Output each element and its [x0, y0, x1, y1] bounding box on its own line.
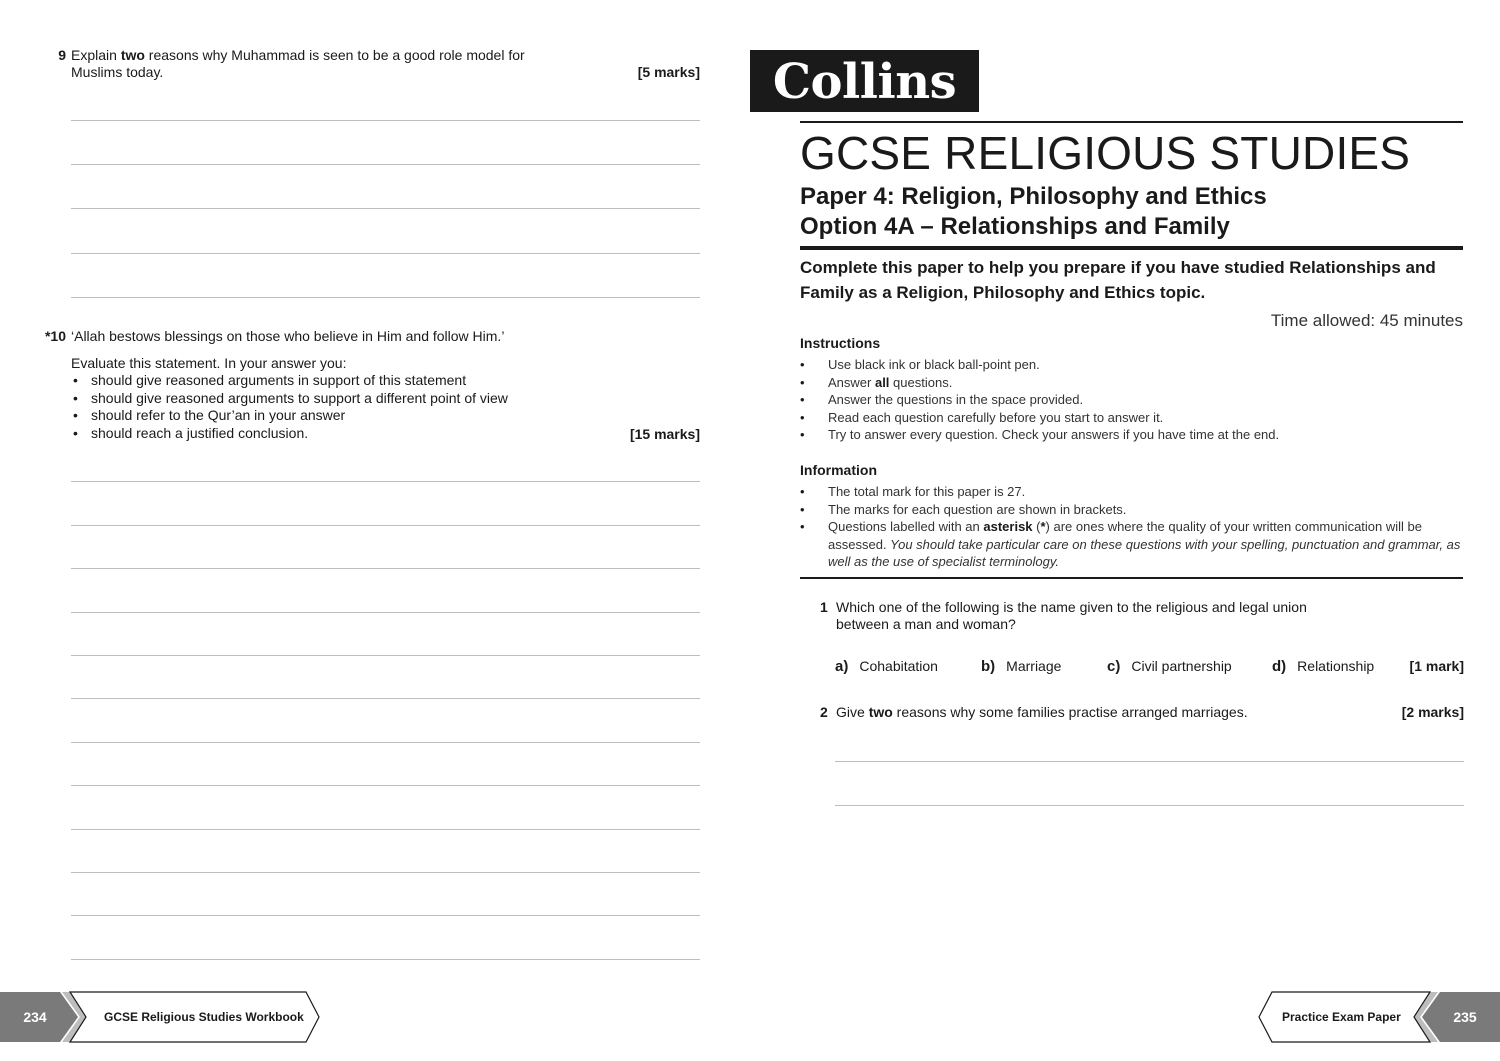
- question-9: [40, 47, 700, 81]
- question-number: 9: [58, 47, 66, 63]
- answer-line: [71, 120, 700, 121]
- answer-line: [71, 872, 700, 873]
- page-title: GCSE RELIGIOUS STUDIES: [800, 127, 1411, 179]
- marks-label: [5 marks]: [637, 64, 700, 80]
- answer-line: [71, 481, 700, 482]
- option-subtitle: Option 4A – Relationships and Family: [800, 213, 1230, 240]
- requirement-list: [71, 372, 700, 442]
- question-2: [820, 704, 1464, 721]
- answer-line: [835, 761, 1464, 762]
- question-number: *10: [44, 328, 66, 344]
- answer-line: [71, 915, 700, 916]
- answer-line: [71, 525, 700, 526]
- information-heading: Information: [800, 462, 877, 478]
- right-page: [750, 0, 1500, 1061]
- divider: [800, 577, 1463, 579]
- list-item: • Read each question carefully before you start to answer it.: [800, 409, 1463, 427]
- answer-line: [71, 655, 700, 656]
- list-item: • should give reasoned arguments in support of this statement: [71, 372, 700, 390]
- divider: [800, 246, 1463, 250]
- list-item: • The marks for each question are shown in brackets.: [800, 501, 1463, 519]
- intro-text: Complete this paper to help you prepare if you have studied Relationships and Family as a Religion, Philosophy and Ethics topic.: [800, 258, 1436, 302]
- list-item: • should reach a justified conclusion.: [71, 425, 700, 443]
- marks-label: [15 marks]: [629, 426, 700, 442]
- list-item: • should refer to the Qur’an in your answer: [71, 407, 700, 425]
- question-instruction: Evaluate this statement. In your answer you:: [71, 354, 347, 371]
- option-b[interactable]: b) Marriage: [981, 658, 1062, 675]
- question-1: [820, 599, 1464, 633]
- answer-line: [835, 805, 1464, 806]
- list-item: • Try to answer every question. Check your answers if you have time at the end.: [800, 426, 1463, 444]
- information-list: [800, 483, 1463, 571]
- paper-subtitle: Paper 4: Religion, Philosophy and Ethics: [800, 183, 1267, 210]
- question-text: Give two reasons why some families practise arranged marriages.: [836, 704, 1248, 720]
- question-text: Which one of the following is the name given to the religious and legal union between a man and woman?: [836, 599, 1307, 632]
- option-d[interactable]: d) Relationship: [1272, 658, 1375, 675]
- marks-label: [1 mark]: [1409, 658, 1464, 674]
- answer-line: [71, 164, 700, 165]
- answer-line: [71, 208, 700, 209]
- answer-line: [71, 568, 700, 569]
- answer-line: [71, 253, 700, 254]
- list-item: • The total mark for this paper is 27.: [800, 483, 1463, 501]
- page-number: 235: [1453, 1009, 1477, 1025]
- divider: [800, 121, 1463, 123]
- option-c[interactable]: c) Civil partnership: [1107, 658, 1232, 675]
- option-a[interactable]: a) Cohabitation: [835, 658, 938, 675]
- question-text: Explain two reasons why Muhammad is seen to be a good role model for Muslims today.: [71, 47, 525, 80]
- list-item: • Use black ink or black ball-point pen.: [800, 356, 1463, 374]
- time-allowed: Time allowed: 45 minutes: [1270, 311, 1463, 330]
- list-item: • Answer the questions in the space provided.: [800, 391, 1463, 409]
- answer-line: [71, 698, 700, 699]
- footer-label: Practice Exam Paper: [1282, 1010, 1401, 1024]
- instructions-heading: Instructions: [800, 335, 881, 351]
- marks-label: [2 marks]: [1401, 704, 1464, 720]
- answer-line: [71, 829, 700, 830]
- footer-label: GCSE Religious Studies Workbook: [104, 1010, 304, 1024]
- answer-options: [835, 658, 1464, 680]
- question-number: 1: [820, 599, 828, 615]
- answer-line: [71, 742, 700, 743]
- question-number: 2: [820, 704, 828, 720]
- question-quote: ‘Allah bestows blessings on those who believe in Him and follow Him.’: [71, 328, 505, 344]
- instructions-list: [800, 356, 1463, 444]
- answer-line: [71, 959, 700, 960]
- question-10: [40, 328, 700, 442]
- list-item: • should give reasoned arguments to support a different point of view: [71, 390, 700, 408]
- list-item: • Questions labelled with an asterisk (*) are ones where the quality of your written communication will be assessed. You should take particular care on these questions with your spelling, punctuation and grammar, as well as the use of specialist terminology.: [800, 518, 1463, 571]
- answer-line: [71, 297, 700, 298]
- answer-line: [71, 785, 700, 786]
- list-item: • Answer all questions.: [800, 374, 1463, 392]
- publisher-logo: Collins: [750, 50, 979, 112]
- page-number: 234: [23, 1009, 47, 1025]
- answer-line: [71, 612, 700, 613]
